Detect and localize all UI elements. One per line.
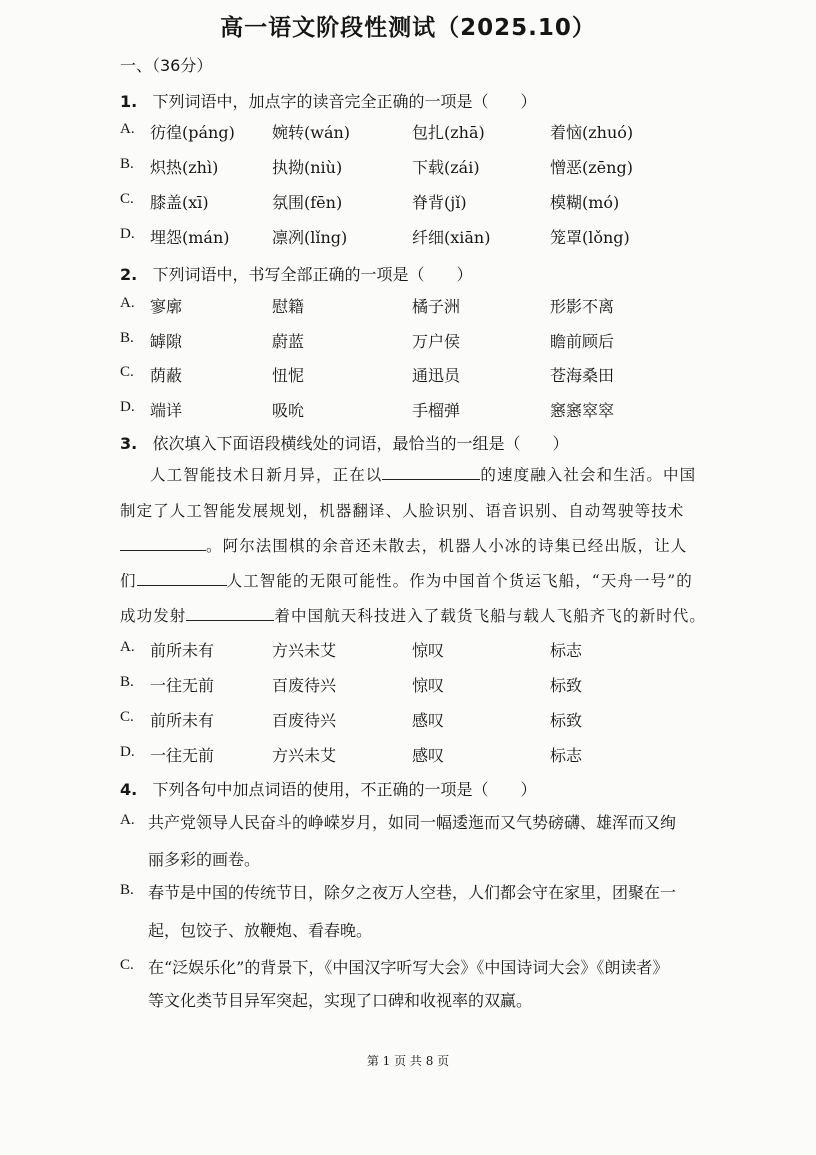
passage-text: 们 (120, 572, 137, 590)
passage-text: 。阿尔法围棋的余音还未散去，机器人小冰的诗集已经出版，让人 (206, 537, 688, 555)
question-text: 下列各句中加点词语的使用，不正确的一项是（ ） (152, 780, 537, 799)
option-item: 蔚蓝 (272, 332, 305, 351)
option-line: 在“泛娱乐化”的背景下，《中国汉字听写大会》《中国诗词大会》《朗读者》 (148, 958, 669, 977)
section-heading: 一、（36分） (120, 56, 213, 75)
question-3 (120, 431, 569, 454)
option-item: 万户侯 (412, 332, 461, 351)
option-item: 包扎(zhā) (412, 123, 485, 142)
option-item: 凛冽(lǐng) (272, 228, 348, 247)
option-letter: B. (120, 330, 134, 346)
option-item: 瞻前顾后 (550, 332, 615, 351)
page-footer: 第 1 页 共 8 页 (366, 1054, 450, 1068)
fill-blank (186, 606, 274, 621)
passage-text: 人工智能的无限可能性。作为中国首个货运飞船，“天舟一号”的 (226, 572, 693, 590)
option-item: 方兴未艾 (272, 746, 337, 765)
option-item: 手榴弹 (412, 401, 461, 420)
passage-text: 制定了人工智能发展规划，机器翻译、人脸识别、语音识别、自动驾驶等技术 (120, 502, 685, 520)
option-item: 一往无前 (150, 746, 215, 765)
option-line: 等文化类节目异军突起，实现了口碑和收视率的双赢。 (148, 991, 533, 1010)
option-item: 惊叹 (412, 676, 445, 695)
passage-line (150, 463, 770, 485)
option-item: 着恼(zhuó) (550, 123, 634, 142)
option-item: 通迅员 (412, 366, 461, 385)
option-letter: C. (120, 191, 134, 207)
option-item: 彷徨(páng) (150, 123, 235, 142)
question-text: 下列词语中，书写全部正确的一项是（ ） (152, 265, 473, 284)
option-item: 下载(zái) (412, 158, 480, 177)
question-text: 依次填入下面语段横线处的词语，最恰当的一组是（ ） (152, 434, 569, 453)
option-item: 一往无前 (150, 676, 215, 695)
option-item: 吸吮 (272, 401, 305, 420)
option-item: 标致 (550, 711, 583, 730)
option-item: 苍海桑田 (550, 366, 615, 385)
question-number: 2. (120, 265, 138, 284)
option-letter: C. (120, 709, 134, 725)
option-item: 纤细(xiān) (412, 228, 491, 247)
option-letter: C. (120, 364, 134, 380)
option-letter: D. (120, 399, 135, 415)
passage-text: 的速度融入社会和生活。中国 (480, 466, 697, 484)
option-item: 方兴未艾 (272, 641, 337, 660)
option-item: 罅隙 (150, 332, 183, 351)
question-4 (120, 777, 537, 800)
fill-blank (120, 536, 206, 551)
fill-blank (382, 465, 480, 480)
passage-text: 着中国航天科技进入了载货飞船与载人飞船齐飞的新时代。 (274, 607, 707, 625)
option-letter: A. (120, 812, 135, 828)
option-item: 氛围(fēn) (272, 193, 343, 212)
option-item: 埋怨(mán) (150, 228, 230, 247)
fill-blank (137, 571, 227, 586)
option-item: 形影不离 (550, 297, 615, 316)
passage-line (120, 534, 740, 556)
question-number: 1. (120, 92, 138, 111)
question-1 (120, 89, 537, 112)
option-item: 模糊(mó) (550, 193, 620, 212)
option-item: 感叹 (412, 711, 445, 730)
option-item: 婉转(wán) (272, 123, 351, 142)
option-item: 膝盖(xī) (150, 193, 209, 212)
option-item: 前所未有 (150, 711, 215, 730)
option-item: 橘子洲 (412, 297, 461, 316)
option-item: 感叹 (412, 746, 445, 765)
option-line: 丽多彩的画卷。 (148, 850, 261, 869)
option-item: 标志 (550, 641, 583, 660)
option-item: 脊背(jǐ) (412, 193, 467, 212)
option-item: 窸窸窣窣 (550, 401, 615, 420)
option-item: 标志 (550, 746, 583, 765)
option-item: 执拗(niù) (272, 158, 343, 177)
option-letter: A. (120, 121, 135, 137)
option-item: 荫蔽 (150, 366, 183, 385)
option-item: 笼罩(lǒng) (550, 228, 630, 247)
question-number: 4. (120, 780, 138, 799)
passage-text: 成功发射 (120, 607, 187, 625)
option-item: 端详 (150, 401, 183, 420)
option-item: 百废待兴 (272, 676, 337, 695)
option-letter: D. (120, 744, 135, 760)
option-letter: A. (120, 295, 135, 311)
option-line: 起，包饺子、放鞭炮、看春晚。 (148, 921, 373, 940)
option-item: 炽热(zhì) (150, 158, 219, 177)
question-text: 下列词语中，加点字的读音完全正确的一项是（ ） (152, 92, 537, 111)
option-line: 共产党领导人民奋斗的峥嵘岁月，如同一幅逶迤而又气势磅礴、雄浑而又绚 (148, 813, 677, 832)
option-line: 春节是中国的传统节日，除夕之夜万人空巷，人们都会守在家里，团聚在一 (148, 883, 677, 902)
question-2 (120, 262, 473, 285)
page-title: 高一语文阶段性测试（2025.10） (220, 15, 596, 41)
passage-line (120, 569, 740, 591)
passage-text: 人工智能技术日新月异，正在以 (150, 466, 383, 484)
option-item: 憎恶(zēng) (550, 158, 633, 177)
option-letter: B. (120, 156, 134, 172)
option-item: 前所未有 (150, 641, 215, 660)
option-item: 惊叹 (412, 641, 445, 660)
question-number: 3. (120, 434, 138, 453)
option-item: 忸怩 (272, 366, 305, 385)
option-item: 慰籍 (272, 297, 305, 316)
option-item: 百废待兴 (272, 711, 337, 730)
option-letter: A. (120, 639, 135, 655)
option-item: 标致 (550, 676, 583, 695)
option-letter: C. (120, 957, 134, 973)
passage-line (120, 604, 740, 626)
option-letter: B. (120, 882, 134, 898)
option-letter: B. (120, 674, 134, 690)
option-letter: D. (120, 226, 135, 242)
option-item: 寥廓 (150, 297, 183, 316)
passage-line (120, 499, 740, 521)
